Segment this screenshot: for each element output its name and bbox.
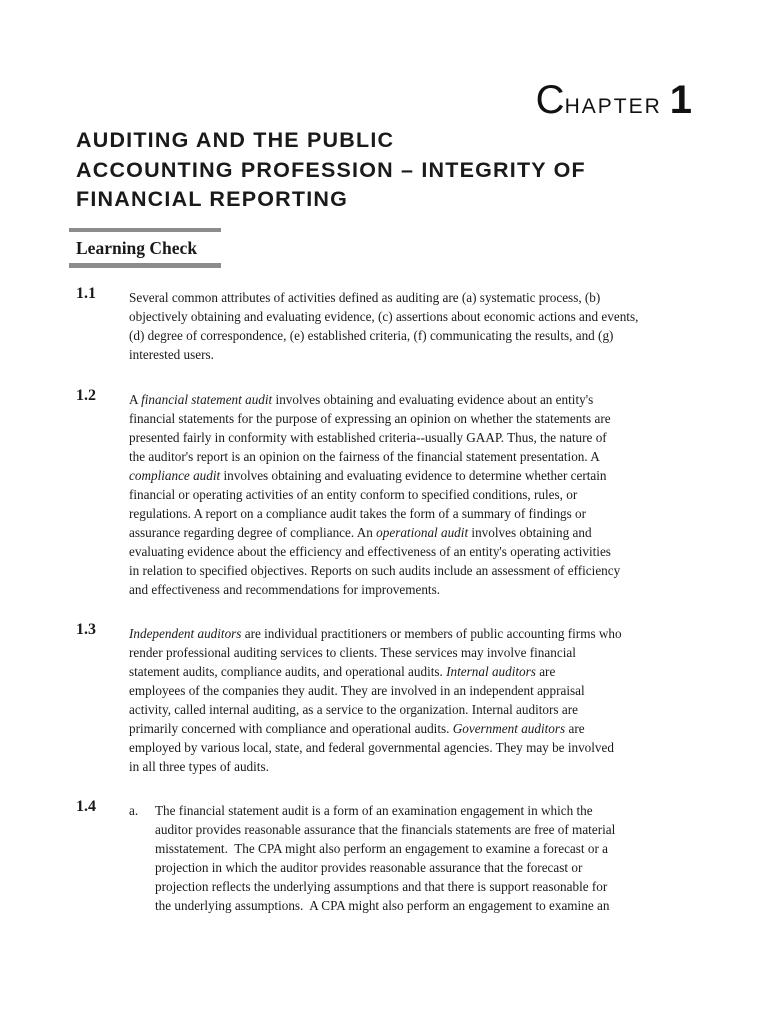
italic-term: Independent auditors: [129, 626, 242, 641]
text-run: A: [129, 392, 142, 407]
item-body: [129, 288, 697, 364]
text-line: regulations. A report on a compliance audit takes the form of a summary of findings or: [129, 506, 587, 521]
text-run: involves obtaining and: [468, 525, 592, 540]
chapter-number: 1: [669, 78, 692, 122]
learning-check-header: [69, 228, 221, 268]
text-line: the underlying assumptions. A CPA might also perform an engagement to examine an: [155, 898, 610, 913]
text-line: [129, 390, 697, 409]
italic-term: Government auditors: [452, 721, 566, 736]
text-line: projection reflects the underlying assumptions and that there is support reasonable for: [155, 879, 608, 894]
text-line: Several common attributes of activities defined as auditing are (a) systematic process, (b): [129, 290, 601, 305]
text-line: employed by various local, state, and federal governmental agencies. They may be involved: [129, 740, 614, 755]
text-line: projection in which the auditor provides reasonable assurance that the forecast or: [155, 860, 583, 875]
chapter-prefix-small: HAPTER: [564, 95, 662, 118]
text-line: in all three types of audits.: [129, 759, 269, 774]
text-line: evaluating evidence about the efficiency and effectiveness of an entity's operating activities: [129, 544, 611, 559]
text-line: auditor provides reasonable assurance that the financials statements are free of material: [155, 822, 616, 837]
title-line: FINANCIAL REPORTING: [76, 187, 349, 211]
italic-term: Internal auditors: [446, 664, 536, 679]
text-line: the auditor's report is an opinion on the fairness of the financial statement presentation. A: [129, 449, 600, 464]
text-line: [129, 719, 697, 738]
text-line: [129, 466, 697, 485]
text-line: [129, 523, 697, 542]
text-run: are: [565, 721, 585, 736]
text-line: employees of the companies they audit. They are involved in an independent appraisal: [129, 683, 585, 698]
item-body: [129, 390, 697, 599]
title-line: AUDITING AND THE PUBLIC: [76, 128, 395, 152]
text-run: are individual practitioners or members of public accounting firms who: [241, 626, 622, 641]
text-run: primarily concerned with compliance and operational audits.: [129, 721, 453, 736]
text-line: [129, 662, 697, 681]
sub-item-text: [155, 801, 615, 915]
text-run: are: [535, 664, 556, 679]
title-line: ACCOUNTING PROFESSION – INTEGRITY OF: [76, 157, 586, 182]
chapter-prefix-big: C: [535, 78, 565, 122]
text-line: in relation to specified objectives. Reports on such audits include an assessment of efficiency: [129, 563, 621, 578]
italic-term: financial statement audit: [141, 392, 273, 407]
text-run: involves obtaining and evaluating evidence to determine whether certain: [220, 468, 607, 483]
italic-term: compliance audit: [129, 468, 221, 483]
text-run: involves obtaining and evaluating evidence about an entity's: [272, 392, 594, 407]
item-body: [129, 624, 697, 776]
text-line: activity, called internal auditing, as a service to the organization. Internal auditors are: [129, 702, 578, 717]
text-line: financial statements for the purpose of expressing an opinion on whether the statements are: [129, 411, 611, 426]
text-line: render professional auditing services to clients. These services may involve financial: [129, 645, 576, 660]
text-line: interested users.: [129, 347, 214, 362]
text-line: objectively obtaining and evaluating evidence, (c) assertions about economic actions and events,: [129, 309, 639, 324]
item-number: 1.2: [76, 387, 96, 404]
text-line: financial or operating activities of an entity conform to specified conditions, rules, or: [129, 487, 578, 502]
text-run: assurance regarding degree of compliance. An: [129, 525, 377, 540]
item-number: 1.3: [76, 621, 96, 638]
divider-bar: [69, 263, 221, 268]
text-line: and effectiveness and recommendations for improvements.: [129, 582, 441, 597]
text-line: [129, 624, 697, 643]
chapter-heading: [536, 80, 692, 120]
item-number: 1.1: [76, 285, 96, 302]
chapter-title: [76, 126, 696, 215]
sub-item-letter: a.: [129, 803, 139, 818]
text-line: presented fairly in conformity with established criteria--usually GAAP. Thus, the nature of: [129, 430, 607, 445]
text-line: The financial statement audit is a form of an examination engagement in which the: [155, 803, 593, 818]
learning-check-label: Learning Check: [76, 238, 198, 258]
text-line: misstatement. The CPA might also perform an engagement to examine a forecast or a: [155, 841, 609, 856]
text-run: statement audits, compliance audits, and operational audits.: [129, 664, 447, 679]
italic-term: operational audit: [376, 525, 469, 540]
text-line: (d) degree of correspondence, (e) established criteria, (f) communicating the results, and (g): [129, 328, 614, 343]
item-number: 1.4: [76, 798, 96, 815]
